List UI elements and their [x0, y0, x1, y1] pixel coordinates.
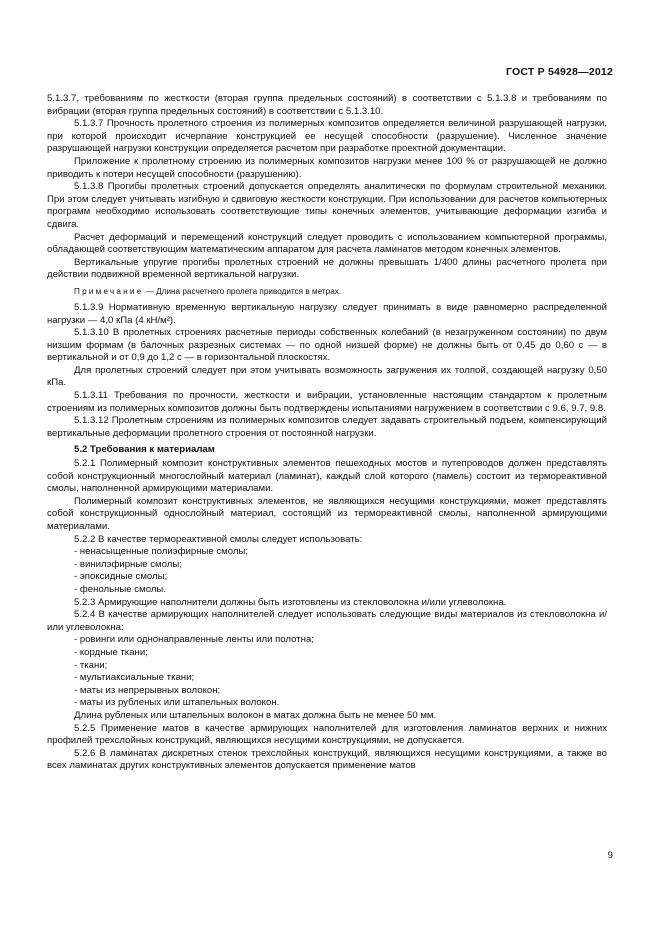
- list-item: - ровинги или однонаправленные ленты или полотна;: [74, 634, 314, 646]
- paragraph: 5.2.3 Армирующие наполнители должны быть изготовлены из стекловолокна и/или углеволокна.: [74, 596, 507, 608]
- list-item: - мультиаксиальные ткани;: [74, 672, 195, 684]
- note-text: — Длина расчетного пролета приводится в метрах.: [143, 286, 342, 296]
- bullet-list: [47, 634, 607, 710]
- paragraph: 5.1.3.9 Нормативную временную вертикальную нагрузку следует принимать в виде равномерно распределенной нагрузки — 4,0 кПа (4 кН/м²).: [47, 301, 607, 326]
- paragraph: Длина рубленых или штапельных волокон в матах должна быть не менее 50 мм.: [74, 709, 437, 721]
- note: [47, 286, 607, 298]
- paragraph: 5.2.5 Применение матов в качестве армирующих наполнителей для изготовления ламинатов верхних и нижних профилей трехслойных конструкций, являющихся несущими конструкциями, не допускается.: [47, 722, 607, 747]
- paragraph: Для пролетных строений следует при этом учитывать возможность загружения их толпой, создающей нагрузку 0,50 кПа.: [47, 364, 607, 389]
- paragraph: 5.1.3.10 В пролетных строениях расчетные периоды собственных колебаний (в незагруженном состоянии) по двум низшим формам (в балочных разрезных системах — по одной низшей форме) не должны быть от 0,45 до 0,60 с — в вертикальной и от 0,9 до 1,2 с — в горизонтальной плоскостях.: [47, 327, 607, 364]
- list-item: - эпоксидные смолы;: [74, 571, 168, 583]
- list-item: - ненасыщенные полиэфирные смолы;: [74, 546, 249, 558]
- section-heading: 5.2 Требования к материалам: [74, 444, 215, 456]
- paragraph: Полимерный композит конструктивных элементов, не являющихся несущими конструкциями, может представлять собой конструкционный однослойный материал, состоящий из термореактивной смолы, наполненной армирующими материалами.: [47, 495, 607, 532]
- paragraph: 5.1.3.12 Пролетным строениям из полимерных композитов следует задавать строительный подъем, компенсирующий вертикальные деформации пролетного строения от постоянной нагрузки.: [47, 415, 607, 439]
- paragraph: 5.1.3.8 Прогибы пролетных строений допускается определять аналитически по формулам строительной механики. При этом следует учитывать изгибную и сдвиговую жесткости конструкции. При использовании для расчетов компьютерных программ необходимо использовать соответствующие типы конечных элементов, учитывающие деформации изгиба и сдвига.: [47, 181, 607, 230]
- paragraph: Приложение к пролетному строению из полимерных композитов нагрузки менее 100 % от разрушающей не должно приводить к потери несущей способности (разрушению).: [47, 155, 607, 180]
- paragraph: 5.1.3.7, требованиям по жесткости (вторая группа предельных состояний) в соответствии с 5.1.3.8 и требованиям по вибрации (вторая группа предельных состояний) в соответствии с 5.1.3.10.: [47, 93, 607, 117]
- paragraph: 5.2.1 Полимерный композит конструктивных элементов пешеходных мостов и путепроводов должен представлять собой конструкционный многослойный материал (ламинат), каждый слой которого (ламель) состоит из термореактивной смолы, наполненной армирующими материалами.: [47, 458, 607, 495]
- paragraph: Вертикальные упругие прогибы пролетных строений не должны превышать 1/400 длины расчетного пролета при действии подвижной временной вертикальной нагрузки.: [47, 256, 607, 281]
- list-item: - винилэфирные смолы;: [74, 558, 182, 570]
- standard-designation: ГОСТ Р 54928—2012: [505, 66, 613, 78]
- document-body: [47, 93, 607, 773]
- paragraph: 5.1.3.11 Требования по прочности, жесткости и вибрации, установленные настоящим стандартом к пролетным строениям из полимерных композитов должны быть подтверждены испытаниями нагружением в соответствии с 9.6, 9.7, 9.8.: [47, 390, 607, 414]
- page-number: 9: [607, 850, 613, 861]
- paragraph: 5.2.6 В ламинатах дискретных стенок трехслойных конструкций, являющихся несущими конструкциями, а также во всех ламинатах других конструктивных элементов допускается применение матов: [47, 747, 607, 772]
- list-item: - фенольные смолы.: [74, 583, 166, 595]
- note-label: Примечание: [74, 286, 144, 296]
- paragraph: 5.2.2 В качестве термореактивной смолы следует использовать:: [74, 533, 363, 545]
- paragraph: 5.2.4 В качестве армирующих наполнителей следует использовать следующие виды материалов из стекловолокна и/или углеволокна:: [47, 609, 607, 633]
- list-item: - кордные ткани;: [74, 646, 148, 658]
- list-item: - маты из непрерывных волокон;: [74, 684, 221, 696]
- bullet-list: [47, 546, 607, 596]
- list-item: - маты из рубленых или штапельных волокон.: [74, 697, 280, 709]
- paragraph: 5.1.3.7 Прочность пролетного строения из полимерных композитов определяется величиной разрушающей нагрузки, при которой происходит исчерпание конструкцией ее несущей способности (разрушение). Численное значение разрушающей нагрузки конструкции определяется расчетом при разработке проектной документации.: [47, 118, 607, 155]
- paragraph: Расчет деформаций и перемещений конструкций следует проводить с использованием компьютерной программы, обладающей соответствующим математическим аппаратом для расчета ламинатов методом конечных элементов.: [47, 231, 607, 256]
- list-item: - ткани;: [74, 659, 108, 671]
